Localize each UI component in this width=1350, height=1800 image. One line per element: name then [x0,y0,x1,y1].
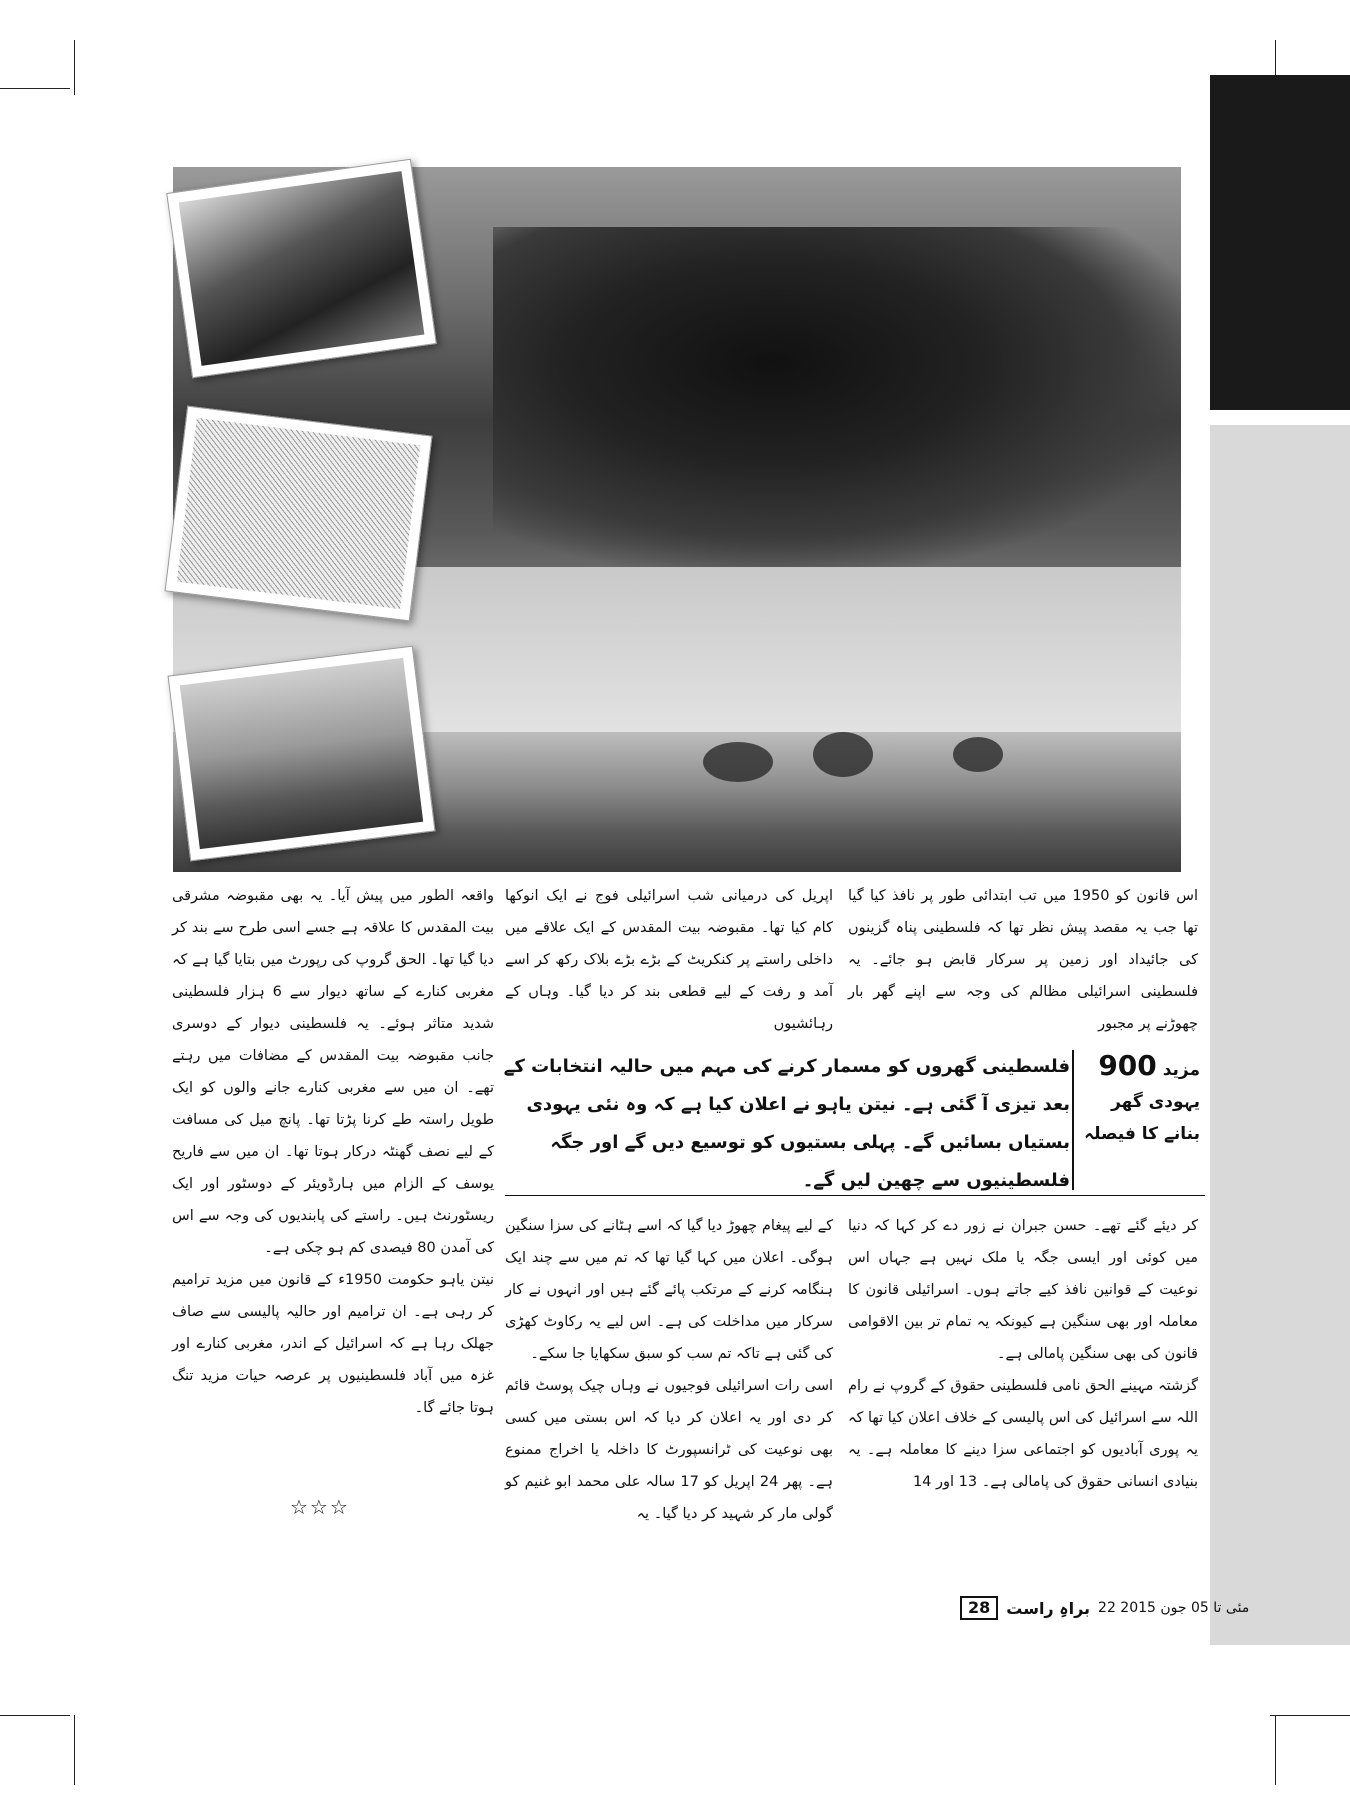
crop-mark [1275,1715,1276,1785]
inset-photo-stairs [168,646,436,862]
issue-date: 22 مئی تا 05 جون 2015 [1098,1600,1250,1616]
crop-mark [1270,1715,1350,1716]
crop-mark [0,1715,70,1716]
crop-mark [74,1715,75,1785]
inset-photo-soldiers-image [179,171,425,366]
pullquote-heading [1080,1050,1200,1150]
inset-illustration-dome [165,406,433,622]
paragraph: کر دیئے گئے تھے۔ حسن جبران نے زور دے کر کہا کہ دنیا میں کوئی اور ایسی جگہ یا ملک نہیں ہے جہاں اس نوعیت کے قوانین نافذ کیے جاتے ہوں۔ اسرائیلی قانون کا معاملہ اور بھی سنگین ہے کیونکہ یہ تمام تر بین الاقوامی قانون کی بھی سنگین پامالی ہے۔ [848,1218,1198,1362]
pullquote-text: فلسطینی گھروں کو مسمار کرنے کی مہم میں حالیہ انتخابات کے بعد تیزی آ گئی ہے۔ نیتن یاہو نے اعلان کیا ہے کہ وہ نئی یہودی بستیاں بسائیں گے۔ پہلی بستیوں کو توسیع دیں گے اور جگہ فلسطینیوں سے چھین لیں گے۔ [503,1056,1070,1191]
pullquote-number: 900 [1098,1049,1157,1082]
section-rule [505,1195,1205,1196]
page-footer [960,1596,1249,1620]
smoke-plume [703,742,773,782]
pullquote-divider [1072,1050,1074,1190]
smoke-plume [813,732,873,777]
page-number: 28 [960,1596,998,1620]
paragraph: نیتن یاہو حکومت 1950ء کے قانون میں مزید ترامیم کر رہی ہے۔ ان ترامیم اور حالیہ پالیسی سے صاف جھلک رہا ہے کہ اسرائیل کے اندر، مغربی کنارے اور غزہ میں آباد فلسطینیوں پر عرصہ حیات مزید تنگ ہوتا جائے گا۔ [172,1272,494,1416]
article-column-left [172,880,494,1480]
section-tab-light [1210,425,1350,1645]
article-column-right-top: اس قانون کو 1950 میں تب ابتدائی طور پر نافذ کیا گیا تھا جب یہ مقصد پیش نظر تھا کہ فلسطینی پناہ گزینوں کی جائیداد اور زمین پر سرکار قابض ہو جائے۔ یہ فلسطینی اسرائیلی مظالم کی وجہ سے اپنے گھر بار چھوڑنے پر مجبور [848,888,1198,1032]
smoke-plume [953,737,1003,772]
article-column-middle-top: اپریل کی درمیانی شب اسرائیلی فوج نے ایک انوکھا کام کیا تھا۔ مقبوضہ بیت المقدس کے ایک علاقے میں داخلی راستے پر کنکریٹ کے بڑے بڑے بلاک رکھ کر اسے آمد و رفت کے لیے قطعی بند کر دیا گیا۔ وہاں کے رہائشیوں [505,888,833,1032]
article-column-right-bottom [848,1210,1198,1590]
paragraph: گزشتہ مہینے الحق نامی فلسطینی حقوق کے گروپ نے رام اللہ سے اسرائیل کی اس پالیسی کے خلاف اعلان کیا تھا کہ یہ پوری آبادیوں کو اجتماعی سزا دینے کا معاملہ ہے۔ یہ بنیادی انسانی حقوق کی پامالی ہے۔ 13 اور 14 [848,1378,1198,1490]
inset-illustration-dome-image [177,418,420,609]
crop-mark [74,40,75,95]
paragraph: کے لیے پیغام چھوڑ دیا گیا کہ اسے ہٹانے کی سزا سنگین ہوگی۔ اعلان میں کہا گیا تھا کہ تم میں سے چند ایک ہنگامہ کرنے کے مرتکب پائے گئے ہیں اور انہوں نے کار سرکار میں مداخلت کی ہے۔ اس لیے یہ رکاوٹ کھڑی کی گئی ہے تاکہ تم سب کو سبق سکھایا جا سکے۔ [505,1218,833,1362]
pullquote-heading-rest: یہودی گھر بنانے کا فیصلہ [1084,1092,1200,1144]
paragraph: واقعہ الطور میں پیش آیا۔ یہ بھی مقبوضہ مشرقی بیت المقدس کا علاقہ ہے جسے اسی طرح سے بند کر دیا گیا تھا۔ الحق گروپ کی رپورٹ میں بتایا گیا ہے کہ مغربی کنارے کے ساتھ دیوار سے 6 ہزار فلسطینی شدید متاثر ہوئے۔ یہ فلسطینی دیوار کے دوسری جانب مقبوضہ بیت المقدس کے مضافات میں رہتے تھے۔ ان میں سے مغربی کنارے جانے والوں کو ایک طویل راستہ طے کرنا پڑتا تھا۔ پانچ میل کی مسافت کے لیے نصف گھنٹہ درکار ہوتا تھا۔ ان میں سے فاریح یوسف کے الزام میں ہارڈویئر کے دوسٹور اور ایک ریسٹورنٹ ہیں۔ راستے کی پابندیوں کی وجہ سے اس کی آمدن 80 فیصدی کم ہو چکی ہے۔ [172,888,494,1256]
crop-mark [0,88,70,89]
end-mark: ☆☆☆ [290,1495,350,1519]
magazine-name: براہِ راست [1006,1598,1091,1618]
paragraph: اسی رات اسرائیلی فوجیوں نے وہاں چیک پوسٹ قائم کر دی اور یہ اعلان کر دیا کہ اس بستی میں کسی بھی نوعیت کی ٹرانسپورٹ کا داخلہ یا اخراج ممنوع ہے۔ پھر 24 اپریل کو 17 سالہ علی محمد ابو غنیم کو گولی مار کر شہید کر دیا گیا۔ یہ [505,1378,833,1522]
photo-crowd [493,227,1181,567]
inset-photo-soldiers [166,159,437,379]
inset-photo-stairs-image [180,658,423,849]
article-column-middle-bottom [505,1210,833,1590]
pullquote-prefix: مزید [1162,1060,1200,1080]
section-tab-dark [1210,75,1350,410]
